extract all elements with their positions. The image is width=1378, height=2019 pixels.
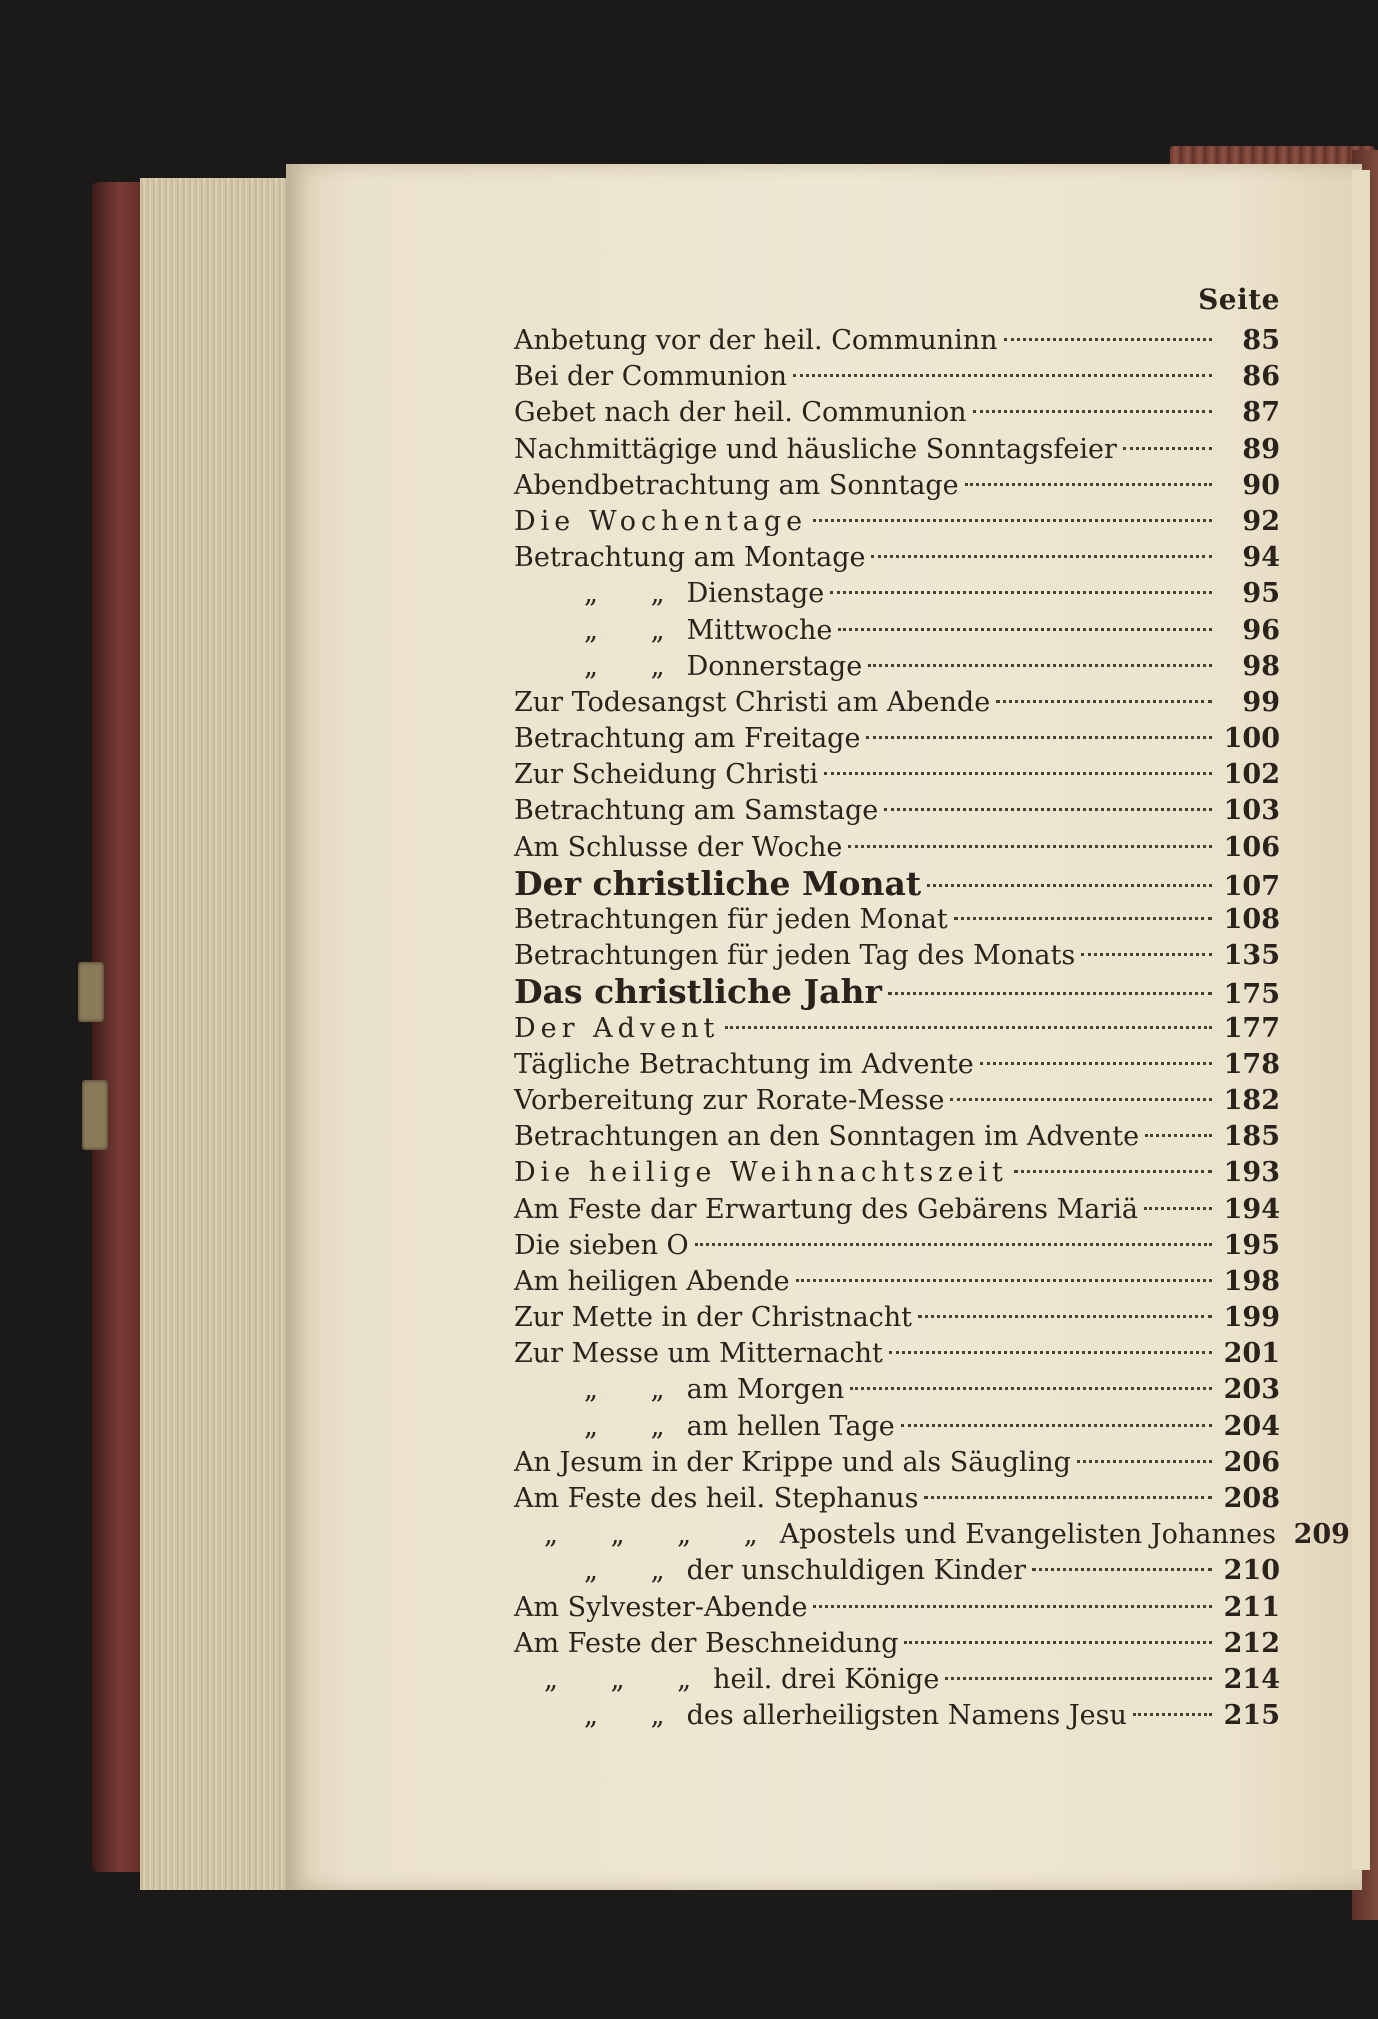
toc-entry-title: Die heilige Weihnachtszeit (514, 1157, 1008, 1189)
toc-entry-page-number: 195 (1223, 1229, 1280, 1261)
dot-leader (945, 1677, 1212, 1680)
dot-leader (866, 736, 1212, 739)
toc-entry-title: Am Schlusse der Woche (514, 831, 843, 863)
toc-entry-title: Betrachtungen für jeden Monat (514, 904, 948, 935)
dot-leader (1014, 1170, 1212, 1173)
toc-entry (514, 1011, 1280, 1047)
toc-entry-title: Betrachtung am Samstage (514, 795, 879, 827)
toc-entry (514, 1517, 1350, 1553)
toc-entry (514, 1590, 1280, 1626)
toc-entry-title: Nachmittägige und häusliche Sonntagsfeier (514, 433, 1117, 465)
dot-leader (824, 772, 1212, 775)
toc-entry-page-number: 98 (1242, 650, 1280, 682)
toc-entry (514, 1409, 1280, 1445)
toc-entry-title: Gebet nach der heil. Communion (514, 397, 967, 429)
toc-entry-page-number: 92 (1242, 505, 1280, 537)
ditto-marks: „ „ „ „ (544, 1519, 780, 1551)
toc-entry-title: Am Sylvester-Abende (514, 1591, 808, 1623)
ditto-marks: „ „ (584, 1374, 687, 1406)
toc-entry-title: Apostels und Evangelisten Johannes (779, 1519, 1276, 1551)
toc-entry (514, 540, 1280, 576)
toc-entry-title: Der christliche Monat (514, 863, 922, 903)
toc-entry (514, 721, 1280, 757)
toc-entry (514, 395, 1280, 431)
toc-entry-page-number: 175 (1223, 979, 1280, 1011)
toc-entry (514, 323, 1280, 359)
dot-leader (924, 1496, 1212, 1499)
toc-entry (514, 649, 1280, 685)
clasp-lower (82, 1080, 108, 1150)
toc-entry-title: Die sieben O (514, 1229, 689, 1261)
toc-entry-page-number: 177 (1223, 1012, 1280, 1044)
toc-entry (514, 1372, 1280, 1408)
toc-entry-page-number: 182 (1223, 1084, 1280, 1116)
dot-leader (884, 808, 1212, 811)
toc-entry (514, 938, 1280, 974)
toc-entry (514, 1445, 1280, 1481)
toc-entry-title: Am heiligen Abende (514, 1265, 790, 1297)
toc-entry-page-number: 85 (1242, 325, 1280, 356)
dot-leader (850, 1387, 1212, 1390)
toc-entry-title: Betrachtung am Montage (514, 542, 866, 574)
toc-entry-title: Am Feste des heil. Stephanus (514, 1483, 919, 1514)
toc-entry-title: Die Wochentage (514, 505, 808, 537)
toc-entry (514, 1264, 1280, 1300)
dot-leader (848, 845, 1212, 848)
dot-leader (838, 628, 1212, 631)
toc-entry (514, 1626, 1280, 1662)
toc-entry (514, 974, 1280, 1010)
toc-entry-title: am hellen Tage (686, 1410, 895, 1442)
dot-leader (830, 591, 1212, 594)
toc-entry-page-number: 199 (1223, 1302, 1280, 1334)
dot-leader (1144, 1207, 1212, 1210)
toc-entry (514, 902, 1280, 938)
toc-entry (514, 793, 1280, 829)
clasp-upper (78, 962, 104, 1022)
toc-entry (514, 1047, 1280, 1083)
dot-leader (950, 1098, 1212, 1101)
dot-leader (1032, 1568, 1212, 1571)
dot-leader (980, 1062, 1212, 1065)
toc-entry-page-number: 106 (1223, 831, 1280, 863)
dot-leader (871, 555, 1212, 558)
toc-entry (514, 685, 1280, 721)
toc-entry-title: der unschuldigen Kinder (686, 1555, 1027, 1587)
toc-entry-page-number: 89 (1242, 433, 1280, 465)
toc-entry-page-number: 86 (1242, 361, 1280, 393)
toc-entry-title: Am Feste dar Erwartung des Gebärens Mariä (514, 1193, 1139, 1225)
toc-entry (514, 1300, 1280, 1336)
toc-entry (514, 1662, 1280, 1698)
toc-entry-page-number: 100 (1223, 723, 1280, 755)
toc-entry-page-number: 103 (1223, 795, 1280, 827)
ditto-marks: „ „ (584, 1555, 687, 1587)
toc-entry (514, 359, 1280, 395)
toc-entry (514, 1228, 1280, 1264)
dot-leader (1077, 1460, 1212, 1463)
dot-leader (796, 1279, 1212, 1282)
dot-leader (927, 884, 1212, 887)
toc-entry (514, 613, 1280, 649)
toc-entry-page-number: 204 (1223, 1410, 1280, 1442)
toc-entry (514, 468, 1280, 504)
toc-entry-page-number: 209 (1293, 1519, 1350, 1551)
toc-entry-page-number: 208 (1223, 1483, 1280, 1514)
toc-entry-page-number: 201 (1223, 1338, 1280, 1370)
toc-entry (514, 1481, 1280, 1517)
dot-leader (1133, 1713, 1212, 1716)
dot-leader (888, 992, 1212, 995)
ditto-marks: „ „ (584, 614, 687, 646)
dot-leader (918, 1315, 1212, 1318)
toc-entry-title: Vorbereitung zur Rorate-Messe (514, 1084, 945, 1116)
toc-entry-page-number: 185 (1223, 1121, 1280, 1153)
toc-entry-page-number: 135 (1223, 940, 1280, 972)
ditto-marks: „ „ (584, 1410, 687, 1442)
dot-leader (813, 519, 1212, 522)
toc-entry (514, 504, 1280, 540)
toc-entry-title: Zur Messe um Mitternacht (514, 1338, 883, 1370)
toc-entry-page-number: 214 (1223, 1663, 1280, 1695)
toc-entry-title: Betrachtungen an den Sonntagen im Advente (514, 1121, 1140, 1153)
toc-entry-title: Abendbetrachtung am Sonntage (514, 469, 959, 501)
toc-entry-page-number: 210 (1223, 1555, 1280, 1587)
toc-entry-page-number: 102 (1223, 759, 1280, 791)
toc-entry (514, 576, 1280, 612)
ditto-marks: „ „ „ (544, 1663, 714, 1695)
ditto-marks: „ „ (584, 1700, 687, 1732)
toc-entry-page-number: 99 (1242, 686, 1280, 718)
toc-entry-title: Der Advent (514, 1012, 720, 1044)
dot-leader (1081, 953, 1212, 956)
toc-entry-title: heil. drei Könige (713, 1663, 940, 1695)
dot-leader (813, 1605, 1212, 1608)
toc-entry (514, 1119, 1280, 1155)
table-of-contents (514, 323, 1350, 1734)
toc-entry-title: Betrachtung am Freitage (514, 723, 861, 755)
toc-entry-title: Betrachtungen für jeden Tag des Monats (514, 940, 1076, 972)
dot-leader (901, 1424, 1212, 1427)
toc-entry-page-number: 212 (1223, 1627, 1280, 1659)
toc-entry-page-number: 193 (1223, 1157, 1280, 1189)
toc-entry (514, 830, 1280, 866)
toc-entry-page-number: 87 (1242, 397, 1280, 429)
toc-entry-title: Zur Scheidung Christi (514, 759, 819, 791)
toc-entry-title: Bei der Communion (514, 361, 787, 393)
dot-leader (793, 374, 1212, 377)
toc-entry-title: Dienstage (686, 578, 825, 610)
dot-leader (725, 1026, 1212, 1029)
toc-entry-page-number: 107 (1223, 870, 1280, 902)
toc-entry-title: am Morgen (686, 1374, 845, 1406)
toc-entry-page-number: 94 (1242, 542, 1280, 574)
toc-entry-title: Das christliche Jahr (514, 972, 882, 1012)
toc-entry-page-number: 203 (1223, 1374, 1280, 1406)
toc-entry (514, 1553, 1280, 1589)
toc-entry-title: Anbetung vor der heil. Communinn (514, 325, 998, 356)
page-column-label: Seite (1198, 283, 1280, 316)
toc-entry-title: Zur Todesangst Christi am Abende (514, 686, 991, 718)
dot-leader (973, 410, 1212, 413)
dot-leader (1145, 1134, 1212, 1137)
dot-leader (904, 1641, 1212, 1644)
dot-leader (1004, 338, 1212, 341)
toc-entry (514, 1083, 1280, 1119)
dot-leader (1123, 447, 1212, 450)
toc-entry-page-number: 198 (1223, 1265, 1280, 1297)
toc-entry (514, 1192, 1280, 1228)
page-edges (140, 178, 290, 1890)
toc-entry-page-number: 178 (1223, 1048, 1280, 1080)
toc-entry-title: Tägliche Betrachtung im Advente (514, 1048, 974, 1080)
dot-leader (889, 1351, 1212, 1354)
toc-entry-page-number: 90 (1242, 469, 1280, 501)
toc-entry-page-number: 211 (1223, 1591, 1280, 1623)
toc-entry (514, 432, 1280, 468)
toc-entry-page-number: 95 (1242, 578, 1280, 610)
toc-entry-page-number: 206 (1223, 1446, 1280, 1478)
toc-entry-title: Mittwoche (686, 614, 833, 646)
dot-leader (996, 700, 1212, 703)
ditto-marks: „ „ (584, 578, 687, 610)
toc-entry (514, 1336, 1280, 1372)
dot-leader (965, 483, 1212, 486)
toc-entry-title: des allerheiligsten Namens Jesu (686, 1700, 1127, 1732)
toc-entry-title: An Jesum in der Krippe und als Säugling (514, 1446, 1071, 1478)
toc-entry (514, 1155, 1280, 1191)
dot-leader (954, 917, 1212, 920)
toc-entry-title: Am Feste der Beschneidung (514, 1627, 899, 1659)
toc-entry (514, 1698, 1280, 1734)
toc-entry (514, 757, 1280, 793)
toc-entry (514, 863, 1280, 903)
dot-leader (695, 1243, 1212, 1246)
dot-leader (868, 664, 1212, 667)
toc-entry-page-number: 215 (1223, 1700, 1280, 1732)
toc-entry-page-number: 108 (1223, 904, 1280, 935)
ditto-marks: „ „ (584, 650, 687, 682)
toc-entry-page-number: 194 (1223, 1193, 1280, 1225)
toc-entry-title: Donnerstage (686, 650, 863, 682)
facing-page-edge (1352, 170, 1370, 1870)
toc-entry-page-number: 96 (1242, 614, 1280, 646)
toc-entry-title: Zur Mette in der Christnacht (514, 1302, 913, 1334)
